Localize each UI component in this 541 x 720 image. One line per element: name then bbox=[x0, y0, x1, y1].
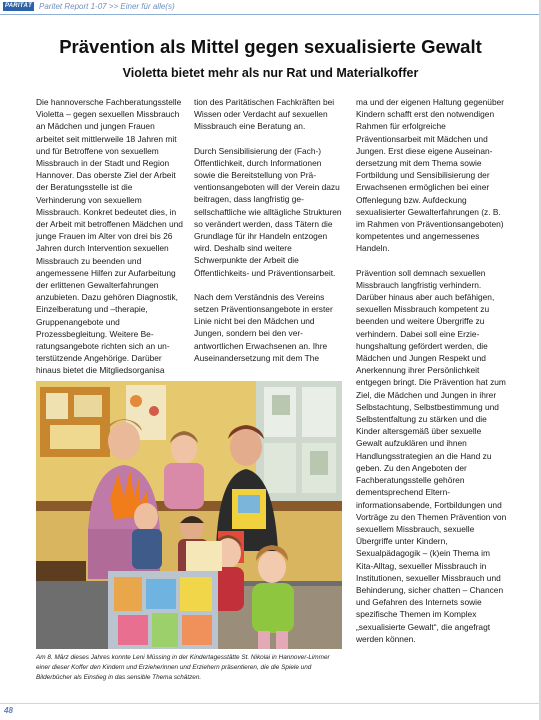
running-header bbox=[0, 0, 541, 15]
paragraph: Nach dem Verständnis des Vereins setzen Präventionsangebote in erster Linie nicht bei den Mädchen und Jungen, sondern bei den verantwortlichen Erwachsenen an. Ihre Auseinandersetzung mit dem The bbox=[194, 291, 333, 363]
article-subtitle: Violetta bietet mehr als nur Rat und Materialkoffer bbox=[122, 66, 419, 80]
article-title: Prävention als Mittel gegen sexualisierte Gewalt bbox=[59, 36, 482, 57]
text-column-2 bbox=[194, 96, 342, 376]
footer-divider bbox=[0, 703, 541, 704]
running-head-text: Paritet Report 1-07 >> Einer für alle(s) bbox=[39, 2, 175, 11]
paragraph: Prävention soll demnach sexuellen Missbrauch langfristig verhindern. Darüber hinaus aber auch befähigen, sexuellen Missbrauch kompetent zu beenden und weitere Übergriffe zu verhindern. Dabei soll eine Erziehungshaltung gefördert werden, die Mädchen und Jungen Respekt und Anerkennung ihrer Persönlichkeit entgegen bringt. Die Prävention hat zum Ziel, die Mädchen und Jungen in ihrer Selbstachtung, Selbstbestimmung und Selbstentfaltung zu stärken und die Kinder altersgemäß über sexuelle Gewalt aufzuklären und ihnen Handlungsstrategien an die Hand zu geben. Zu den Angeboten der Fachberatungsstelle gehören dementsprechend Elterninformationsabende, Fortbildungen und Vorträge zu den Themen Prävention von sexuellem Missbrauch, sexuelle Übergriffe unter Kindern, Sexualpädagogik – (k)ein Thema im Kita-Alltag, sexueller Missbrauch in Institutionen, sexueller Missbrauch und Behinderung, sicher chatten – Chancen und Gefahren des Internets sowie spezifische Themen im Komplex „sexualisierte Gewalt“, die angefragt werden können. bbox=[356, 267, 507, 644]
paragraph: Die hannoversche Fachberatungsstelle Violetta – gegen sexuellen Missbrauch an Mädchen und jungen Frauen arbeitet seit mittlerweile 18 Jahren mit und für Betroffene von sexuellem Missbrauch in der Stadt und Region Hannover. Das oberste Ziel der Arbeit der Beratungsstelle ist die Verhinderung von sexuellem Missbrauch. Konkret bedeutet dies, in der Arbeit mit betroffenen Mädchen und junge Frauen im Alter von drei bis 26 Jahren durch Intervention sexuellen Missbrauch zu beenden und angemessene Hilfen zur Aufarbeitung der erlittenen Gewalterfahrungen anzubieten. Dazu gehören Diagnostik, Einzelberatung und –therapie, Gruppenangebote und Prozessbegleitung. Weitere Beratungsangebote richten sich an unterstützende Angehörige. Darüber hinaus bietet die Mitgliedsorganisa bbox=[36, 97, 183, 376]
photo-caption: Am 8. März dieses Jahres konnte Leni Müssing in der Kindertagesstätte St. Nikolai in Hannover-Limmer einer dieser Koffer den Kindern und Erzieherinnen und Erziehern präsentieren, die die Spiele und Bilderbücher als Einstieg in das sensible Thema schätzen. bbox=[36, 654, 330, 681]
text-column-1 bbox=[36, 96, 184, 389]
kindergarten-photo bbox=[36, 381, 342, 649]
paragraph: tion des Paritätischen Fachkräften bei Wissen oder Verdacht auf sexuellen Missbrauch eine Beratung an. bbox=[194, 97, 335, 132]
text-column-3 bbox=[356, 96, 507, 657]
paragraph: ma und der eigenen Haltung gegenüber Kindern schafft erst den notwendigen Rahmen für erfolgreiche Präventionsarbeit mit Mädchen und Jungen. Erst diese eigene Auseinandersetzung mit dem Thema sowie Fortbildung und Sensibilisierung der Erwachsenen ermöglichen bei einer Offenlegung bzw. Aufdeckung sexualisierter Gewalterfahrungen (z. B. im Rahmen von Präventionsangeboten) kompetentes und angemessenes Handeln. bbox=[356, 97, 505, 254]
page-number: 48 bbox=[4, 706, 13, 715]
paragraph: Durch Sensibilisierung der (Fach-) Öffentlichkeit, durch Informationen sowie die Bereitstellung von Präventionsangeboten will der Verein dazu beitragen, dass langfristig gesellschaftliche wie alltägliche Strukturen so verändert werden, dass Tätern die Grundlage für ihr Handeln entzogen wird. Deshalb sind weitere Schwerpunkte der Arbeit die Öffentlichkeits- und Präventionsarbeit. bbox=[194, 145, 342, 278]
publisher-logo: PARITÄT bbox=[5, 3, 32, 9]
